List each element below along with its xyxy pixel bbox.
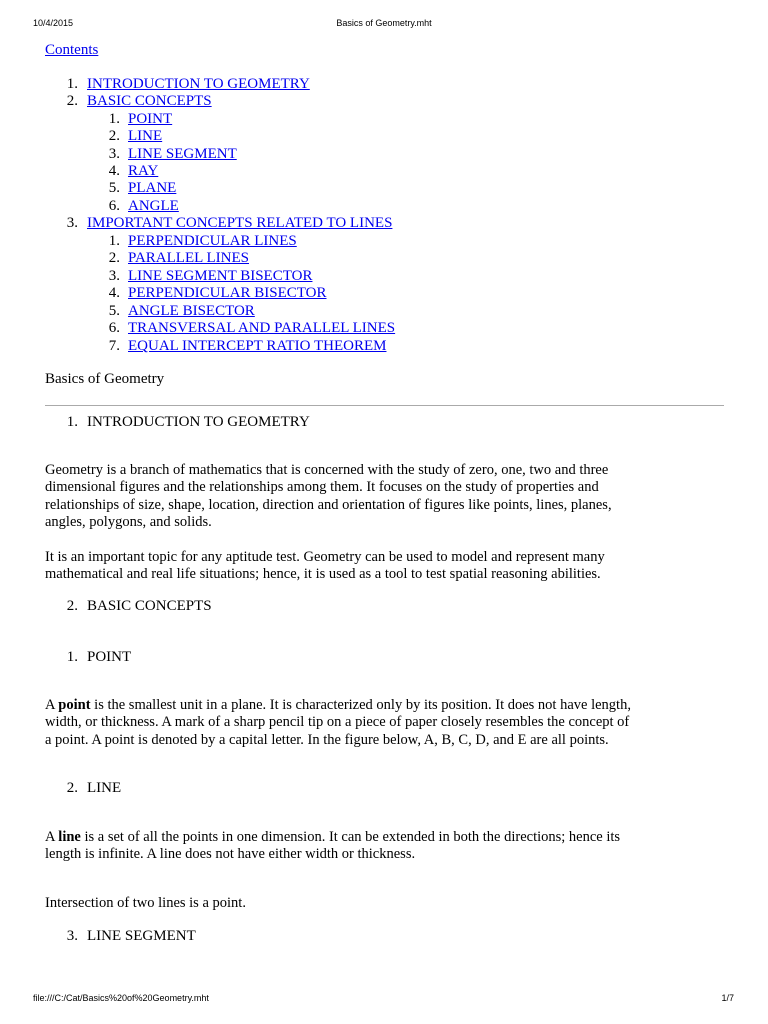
text-line: width, or thickness. A mark of a sharp pencil tip on a piece of paper closely resembles the concept of bbox=[45, 714, 630, 731]
toc-sub-num: 7. bbox=[108, 338, 120, 354]
text-line: angles, polygons, and solids. bbox=[45, 513, 212, 530]
toc-num: 1. bbox=[66, 76, 78, 92]
section-heading-introduction: INTRODUCTION TO GEOMETRY bbox=[87, 414, 310, 430]
text-run: is the smallest unit in a plane. It is characterized only by its position. It does not have length, bbox=[90, 697, 631, 713]
toc-sub-num: 6. bbox=[108, 198, 120, 214]
subsection-num: 1. bbox=[66, 649, 78, 665]
toc-link-angle-bisector[interactable]: ANGLE BISECTOR bbox=[128, 303, 255, 319]
point-paragraph bbox=[45, 697, 735, 749]
print-title: Basics of Geometry.mht bbox=[336, 18, 432, 28]
toc-sub-num: 1. bbox=[108, 233, 120, 249]
toc-link-point[interactable]: POINT bbox=[128, 111, 173, 127]
toc-link-angle[interactable]: ANGLE bbox=[128, 198, 179, 214]
text-line: Geometry is a branch of mathematics that is concerned with the study of zero, one, two and three bbox=[45, 462, 609, 478]
text-run: A bbox=[45, 829, 59, 845]
subsection-num: 2. bbox=[66, 780, 78, 796]
toc-link-basic-concepts[interactable]: BASIC CONCEPTS bbox=[87, 93, 212, 109]
toc-link-ray[interactable]: RAY bbox=[128, 163, 159, 179]
doc-title: Basics of Geometry bbox=[45, 371, 165, 387]
line-paragraph bbox=[45, 829, 735, 864]
print-date: 10/4/2015 bbox=[33, 18, 74, 28]
toc-link-line-segment-bisector[interactable]: LINE SEGMENT BISECTOR bbox=[128, 268, 313, 284]
intro-paragraph-2 bbox=[45, 549, 735, 584]
text-line: It is an important topic for any aptitude test. Geometry can be used to model and represent many bbox=[45, 549, 605, 565]
toc-sub-num: 6. bbox=[108, 320, 120, 336]
toc-link-plane[interactable]: PLANE bbox=[128, 180, 177, 196]
term-line: line bbox=[58, 829, 81, 845]
toc-link-line[interactable]: LINE bbox=[128, 128, 163, 144]
intro-paragraph-1 bbox=[45, 462, 735, 531]
section-num: 2. bbox=[66, 598, 78, 614]
toc-sub-num: 5. bbox=[108, 180, 120, 196]
toc-num: 2. bbox=[66, 93, 78, 109]
text-line: a point. A point is denoted by a capital letter. In the figure below, A, B, C, D, and E are all points. bbox=[45, 731, 609, 748]
toc-sub-num: 4. bbox=[108, 285, 120, 301]
text-line: dimensional figures and the relationships among them. It focuses on the study of properties and bbox=[45, 479, 599, 496]
text-run: A bbox=[45, 697, 59, 713]
text-line: relationships of size, shape, location, direction and orientation of figures like points, lines, planes, bbox=[45, 496, 612, 513]
toc-sub-num: 5. bbox=[108, 303, 120, 319]
toc-link-transversal[interactable]: TRANSVERSAL AND PARALLEL LINES bbox=[128, 320, 396, 336]
toc-link-parallel-lines[interactable]: PARALLEL LINES bbox=[128, 250, 249, 266]
toc-link-perpendicular-lines[interactable]: PERPENDICULAR LINES bbox=[128, 233, 297, 249]
subsection-heading-point: POINT bbox=[87, 649, 132, 665]
horizontal-rule bbox=[45, 405, 724, 406]
toc-num: 3. bbox=[66, 215, 78, 231]
toc-link-perpendicular-bisector[interactable]: PERPENDICULAR BISECTOR bbox=[128, 285, 327, 301]
text-line: mathematical and real life situations; hence, it is used as a tool to test spatial reasoning abilities. bbox=[45, 566, 601, 583]
toc-link-line-segment[interactable]: LINE SEGMENT bbox=[128, 146, 237, 162]
toc-sub-num: 2. bbox=[108, 250, 120, 266]
toc-sub-num: 4. bbox=[108, 163, 120, 179]
subsection-heading-line: LINE bbox=[87, 780, 122, 796]
subsection-heading-line-segment: LINE SEGMENT bbox=[87, 928, 196, 944]
toc-sub-num: 3. bbox=[108, 268, 120, 284]
toc-sub-num: 3. bbox=[108, 146, 120, 162]
subsection-num: 3. bbox=[66, 928, 78, 944]
text-line bbox=[45, 697, 735, 714]
section-num: 1. bbox=[66, 414, 78, 430]
text-line: length is infinite. A line does not have either width or thickness. bbox=[45, 846, 416, 863]
text-line bbox=[45, 829, 735, 846]
section-heading-basic-concepts: BASIC CONCEPTS bbox=[87, 598, 212, 614]
intersection-paragraph: Intersection of two lines is a point. bbox=[45, 895, 246, 911]
print-file-path: file:///C:/Cat/Basics%20of%20Geometry.mht bbox=[33, 993, 209, 1003]
term-point: point bbox=[58, 697, 91, 713]
text-run: is a set of all the points in one dimension. It can be extended in both the directions; hence its bbox=[80, 829, 621, 845]
toc-sub-num: 1. bbox=[108, 111, 120, 127]
toc-link-equal-intercept[interactable]: EQUAL INTERCEPT RATIO THEOREM bbox=[128, 338, 387, 354]
print-page-number: 1/7 bbox=[721, 993, 734, 1003]
toc-link-concepts-lines[interactable]: IMPORTANT CONCEPTS RELATED TO LINES bbox=[87, 215, 393, 231]
toc-link-introduction[interactable]: INTRODUCTION TO GEOMETRY bbox=[87, 76, 310, 92]
toc-sub-num: 2. bbox=[108, 128, 120, 144]
contents-link[interactable]: Contents bbox=[45, 42, 99, 58]
